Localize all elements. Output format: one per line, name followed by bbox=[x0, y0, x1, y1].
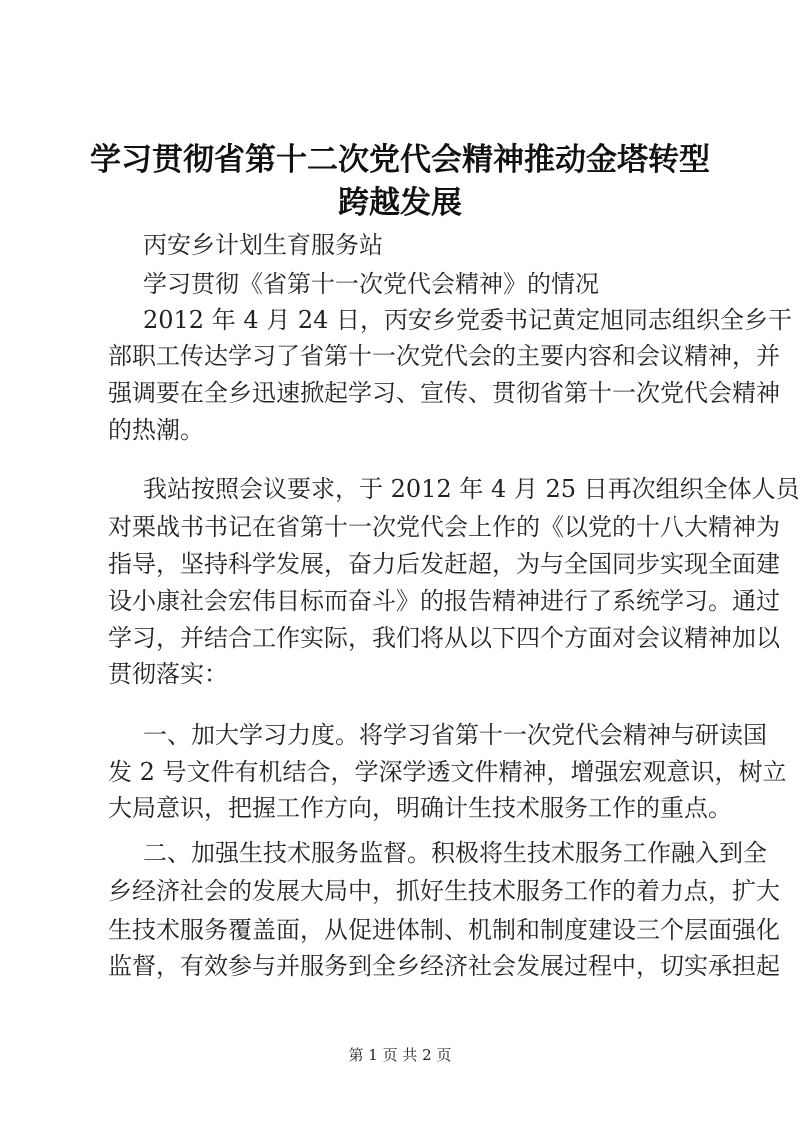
body-text-line: 指导，坚持科学发展，奋力后发赶超，为与全国同步实现全面建 bbox=[108, 550, 780, 578]
body-text-line: 贯彻落实： bbox=[108, 660, 228, 688]
document-title-line-2: 跨越发展 bbox=[338, 185, 462, 221]
body-text-line: 设小康社会宏伟目标而奋斗》的报告精神进行了系统学习。通过 bbox=[108, 587, 780, 615]
body-text-line: 大局意识，把握工作方向，明确计生技术服务工作的重点。 bbox=[108, 794, 732, 822]
body-text-line: 二、加强生技术服务监督。积极将生技术服务工作融入到全 bbox=[143, 839, 767, 867]
body-text-line: 2012 年 4 月 24 日，丙安乡党委书记黄定旭同志组织全乡干 bbox=[143, 306, 793, 334]
page-footer: 第 1 页 共 2 页 bbox=[348, 1046, 452, 1064]
body-text-line: 对栗战书书记在省第十一次党代会上作的《以党的十八大精神为 bbox=[108, 513, 780, 541]
body-text-line: 生技术服务覆盖面，从促进体制、机制和制度建设三个层面强化 bbox=[108, 916, 780, 944]
body-text-line: 强调要在全乡迅速掀起学习、宣传、贯彻省第十一次党代会精神 bbox=[108, 379, 780, 407]
document-title-line-1: 学习贯彻省第十二次党代会精神推动金塔转型 bbox=[90, 142, 710, 178]
body-text-line: 学习，并结合工作实际，我们将从以下四个方面对会议精神加以 bbox=[108, 624, 780, 652]
body-text-line: 一、加大学习力度。将学习省第十一次党代会精神与研读国 bbox=[143, 721, 767, 749]
body-text-line: 丙安乡计划生育服务站 bbox=[143, 231, 383, 259]
body-text-line: 发 2 号文件有机结合，学深学透文件精神，增强宏观意识，树立 bbox=[108, 758, 787, 786]
body-text-line: 我站按照会议要求，于 2012 年 4 月 25 日再次组织全体人员 bbox=[143, 475, 800, 503]
body-text-line: 部职工传达学习了省第十一次党代会的主要内容和会议精神，并 bbox=[108, 342, 780, 370]
body-text-line: 学习贯彻《省第十一次党代会精神》的情况 bbox=[143, 270, 599, 298]
body-text-line: 乡经济社会的发展大局中，抓好生技术服务工作的着力点，扩大 bbox=[108, 877, 780, 905]
body-text-line: 监督，有效参与并服务到全乡经济社会发展过程中，切实承担起 bbox=[108, 952, 780, 980]
body-text-line: 的热潮。 bbox=[108, 416, 204, 444]
